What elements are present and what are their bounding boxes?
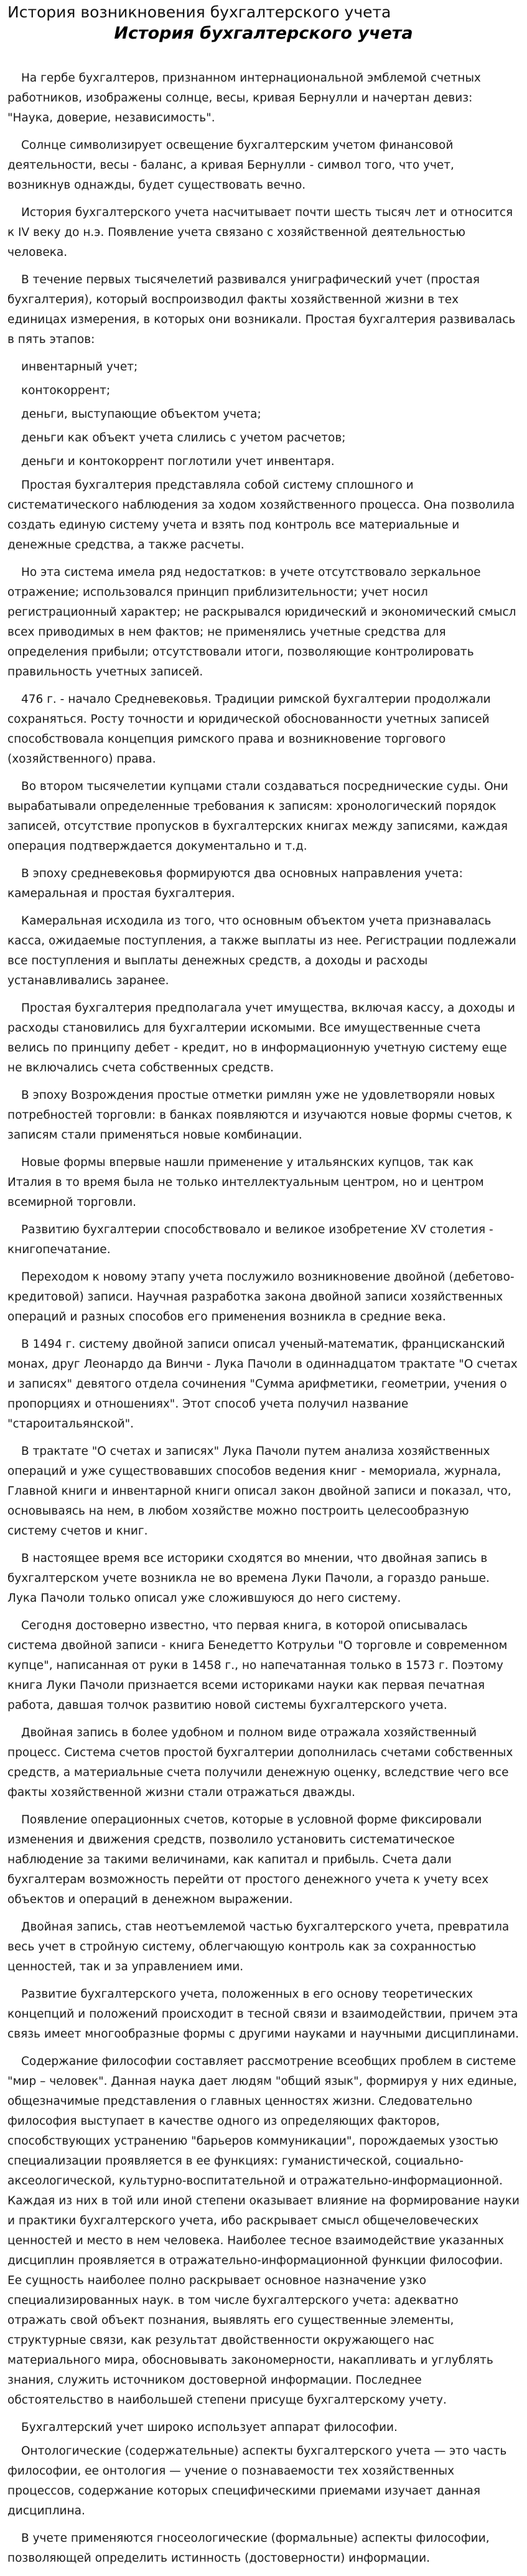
- paragraph: деньги, выступающие объектом учета;: [21, 408, 261, 421]
- paragraph: В учете применяются гносеологические (формальные) аспекты философии, позволяющей определить истинность (достоверности) информации.: [7, 2532, 490, 2565]
- paragraph: В настоящее время все историки сходятся во мнении, что двойная запись в бухгалтерском учете возникла не во времена Луки Пачоли, а гораздо раньше. Лука Пачоли только описал уже сложившуюся до него систему.: [7, 1552, 490, 1605]
- article-body: [7, 68, 520, 2569]
- document-heading: История бухгалтерского учета: [114, 24, 413, 43]
- paragraph: На гербе бухгалтеров, признанном интернациональной эмблемой счетных работников, изображены солнце, весы, кривая Бернулли и начертан девиз: "Наука, доверие, независимость".: [7, 72, 481, 125]
- paragraph: инвентарный учет;: [21, 360, 138, 374]
- paragraph: История бухгалтерского учета насчитывает почти шесть тысяч лет и относится к IV веку до н.э. Появление учета связано с хозяйственной деятельностью человека.: [7, 206, 513, 259]
- page-title: История возникновения бухгалтерского учета: [7, 3, 391, 21]
- paragraph: В течение первых тысячелетий развивался униграфический учет (простая бухгалтерия), который воспроизводил факты хозяйственной жизни в тех единицах измерения, в которых они возникали. Простая бухгалтерия развивалась в пять этапов:: [7, 273, 516, 346]
- paragraph: Развитию бухгалтерии способствовало и великое изобретение XV столетия - книгопечатание.: [7, 1223, 493, 1256]
- paragraph: Двойная запись в более удобном и полном виде отражала хозяйственный процесс. Система счетов простой бухгалтерии дополнилась счетами собственных средств, а материальные счета получили денежную оценку, вследствие чего все факты хозяйственной жизни стали отражаться дважды.: [7, 1726, 513, 1799]
- paragraph: В эпоху Возрождения простые отметки римлян уже не удовлетворяли новых потребностей торговли: в банках появляются и изучаются новые формы счетов, к записям стали применяться новые комбинации.: [7, 1089, 513, 1142]
- paragraph: контокоррент;: [21, 384, 111, 397]
- paragraph: Солнце символизирует освещение бухгалтерским учетом финансовой деятельности, весы - баланс, а кривая Бернулли - символ того, что учет, возникнув однажды, будет существовать вечно.: [7, 139, 454, 192]
- paragraph: Появление операционных счетов, которые в условной форме фиксировали изменения и движения средств, позволило установить систематическое наблюдение за такими величинами, как капитал и прибыль. Счета дали бухгалтерам возможность перейти от простого денежного учета к учету всех объектов и операций в денежном выражении.: [7, 1813, 489, 1906]
- paragraph: деньги и контокоррент поглотили учет инвентаря.: [21, 455, 335, 468]
- paragraph: Простая бухгалтерия представляла собой систему сплошного и систематического наблюдения за ходом хозяйственного процесса. Она позволила создать единую систему учета и взять под контроль все материальные и денежные средства, а также расчеты.: [7, 479, 515, 552]
- paragraph: Онтологические (содержательные) аспекты бухгалтерского учета — это часть философии, ее онтология — учение о познаваемости тех хозяйственных процессов, содержание которых специфическими приемами изучает данная дисциплина.: [7, 2445, 507, 2517]
- paragraph: Сегодня достоверно известно, что первая книга, в которой описывалась система двойной записи - книга Бенедетто Котрульи "О торговле и современном купце", написанная от руки в 1458 г., но напечатанная только в 1573 г. Поэтому книга Луки Пачоли признается всеми историками науки как первая печатная работа, давшая толчок развитию новой системы бухгалтерского учета.: [7, 1619, 508, 1712]
- paragraph: деньги как объект учета слились с учетом расчетов;: [21, 431, 346, 444]
- paragraph: Развитие бухгалтерского учета, положенных в его основу теоретических концепций и положений происходит в тесной связи и взаимодействии, причем эта связь имеет многообразные формы с другими науками и научными дисциплинами.: [7, 1988, 520, 2041]
- paragraph: Но эта система имела ряд недостатков: в учете отсутствовало зеркальное отражение; использовался принцип приблизительности; учет носил регистрационный характер; не раскрывался юридический и экономический смысл всех приводимых в нем фактов; не применялись учетные средства для определения прибыли; отсутствовали итоги, позволяющие контролировать правильность учетных записей.: [7, 566, 516, 679]
- paragraph: Двойная запись, став неотъемлемой частью бухгалтерского учета, превратила весь учет в стройную систему, облегчающую контроль как за сохранностью ценностей, так и за управлением ими.: [7, 1920, 510, 1973]
- paragraph: Бухгалтерский учет широко использует аппарат философии.: [21, 2421, 398, 2434]
- paragraph: Новые формы впервые нашли применение у итальянских купцов, так как Италия в то время была не только интеллектуальным центром, но и центром всемирной торговли.: [7, 1156, 484, 1209]
- paragraph: В 1494 г. систему двойной записи описал ученый-математик, францисканский монах, друг Леонардо да Винчи - Лука Пачоли в одиннадцатом трактате "О счетах и записях" девятого отдела сочинения "Сумма арифметики, геометрии, учения о пропорциях и отношениях". Этот способ учета получил название "староитальянской".: [7, 1338, 518, 1431]
- paragraph: Во втором тысячелетии купцами стали создаваться посреднические суды. Они вырабатывали определенные требования к записям: хронологический порядок записей, отсутствие пропусков в бухгалтерских книгах между записями, каждая операция подтверждается документально и т.д.: [7, 780, 508, 853]
- paragraph: В трактате "О счетах и записях" Лука Пачоли путем анализа хозяйственных операций и уже существовавших способов ведения книг - мемориала, журнала, Главной книги и инвентарной книги описал закон двойной записи и показал, что, основываясь на нем, в любом хозяйстве можно построить целесообразную систему счетов и книг.: [7, 1445, 511, 1538]
- paragraph: Камеральная исходила из того, что основным объектом учета признавалась касса, ожидаемые поступления, а также выплаты из нее. Регистрации подлежали все поступления и выплаты денежных средств, а доходы и расходы устанавливались заранее.: [7, 914, 516, 987]
- paragraph: В эпоху средневековья формируются два основных направления учета: камеральная и простая бухгалтерия.: [7, 867, 463, 900]
- paragraph: Переходом к новому этапу учета послужило возникновение двойной (дебетово-кредитовой) записи. Научная разработка закона двойной записи хозяйственных операций и разных способов его применения возникла в средние века.: [7, 1271, 515, 1323]
- paragraph: Содержание философии составляет рассмотрение всеобщих проблем в системе "мир – человек". Данная наука дает людям "общий язык", формируя у них единые, общезначимые представления о главных ценностях жизни. Следовательно философия выступает в качестве одного из определяющих факторов, способствующих устранению "барьеров коммуникации", порождаемых узостью специализации проявляется в ее функциях: гуманистической, социально-аксеологической, культурно-воспитательной и отражательно-информационной. Каждая из них в той или иной степени оказывает влияние на формирование науки и практики бухгалтерского учета, ибо раскрывает смысл общечеловеческих ценностей и место в нем человека. Наиболее тесное взаимодействие указанных дисциплин проявляется в отражательно-информационной функции философии. Ее сущность наиболее полно раскрывает основное назначение узко специализированных наук. в том числе бухгалтерского учета: адекватно отражать свой объект познания, выявлять его существенные элементы, структурные связи, как результат двойственности окружающего нас материального мира, обосновывать закономерности, накапливать и углублять знания, служить источником достоверной информации. Последнее обстоятельство в наибольшей степени присуще бухгалтерскому учету.: [7, 2055, 520, 2407]
- paragraph: Простая бухгалтерия предполагала учет имущества, включая кассу, а доходы и расходы становились для бухгалтерии искомыми. Все имущественные счета велись по принципу дебет - кредит, но в информационную учетную систему еще не включались счета собственных средств.: [7, 1002, 515, 1074]
- paragraph: 476 г. - начало Средневековья. Традиции римской бухгалтерии продолжали сохраняться. Росту точности и юридической обоснованности учетных записей способствовала концепция римского права и возникновение торгового (хозяйственного) права.: [7, 693, 491, 766]
